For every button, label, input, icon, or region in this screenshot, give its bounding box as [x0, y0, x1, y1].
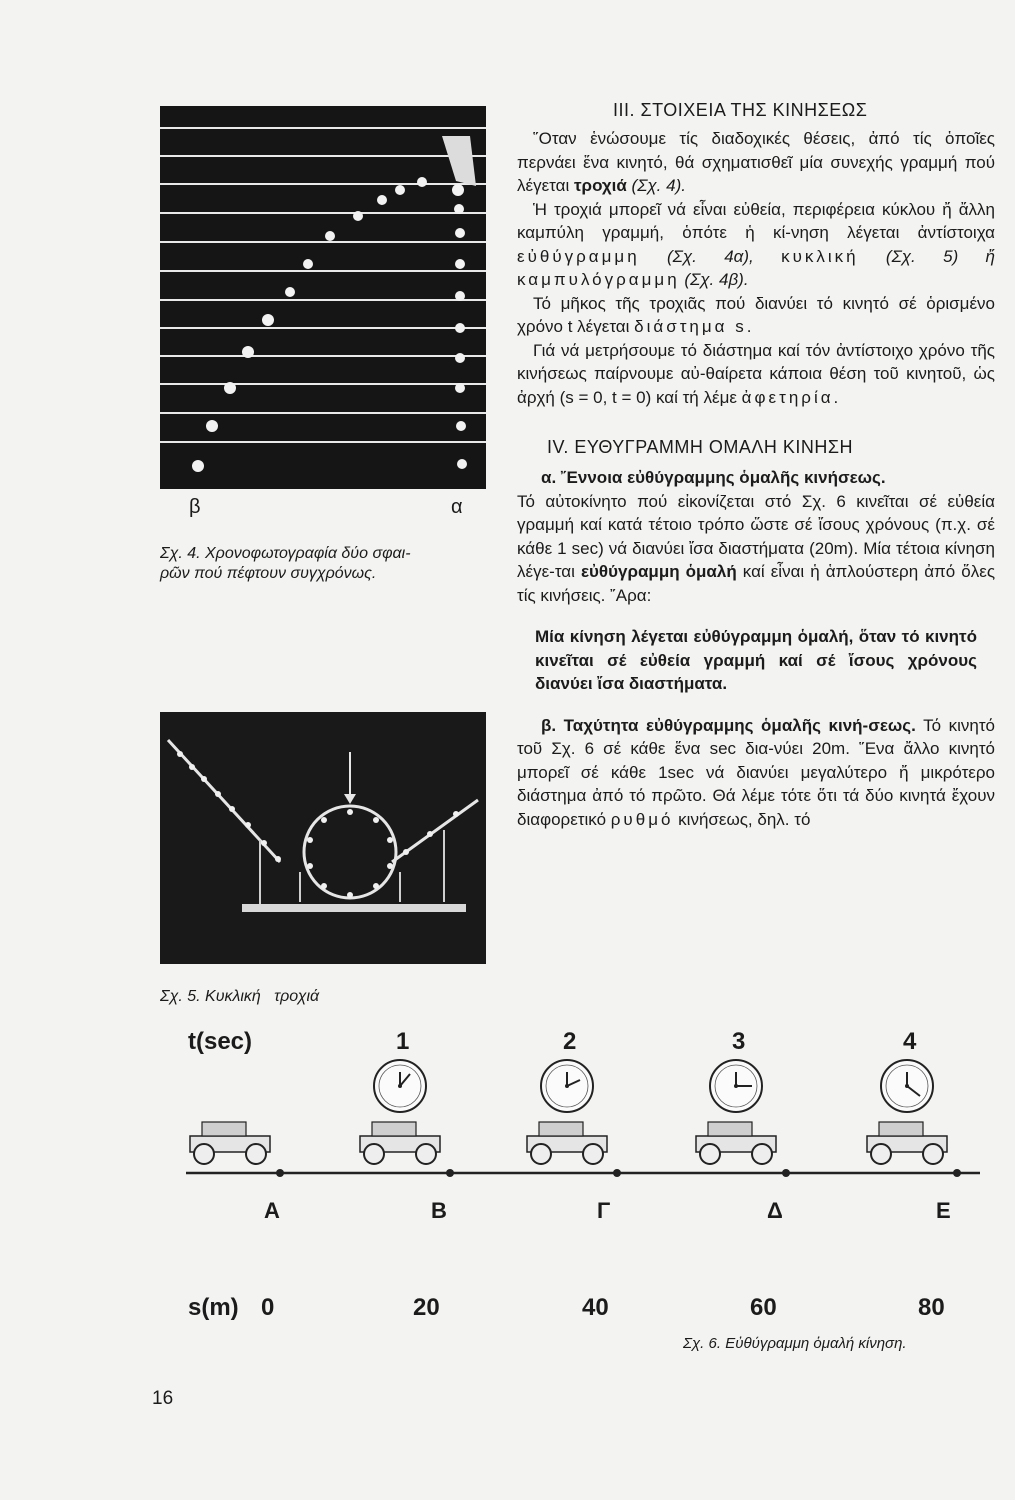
text-run: καί εἶναι ἡ ἁπλούστερη ἀπό ὅλες τίς κινήσεις. ῎Αρα: [517, 562, 996, 605]
point-label-d: Δ [767, 1198, 783, 1223]
definition-box: Μία κίνηση λέγεται εὐθύγραμμη ὁμαλή, ὅταν τό κινητό κινεῖται σέ εὐθεία γραμμή καί σέ ἴσους χρόνους διανύει ἴσα διαστήματα. [535, 627, 977, 693]
term-trajectory: τροχιά [573, 176, 627, 195]
figure-5-caption-word-1: Κυκλική [205, 988, 261, 1005]
term-origin: ἀφετηρία. [741, 387, 842, 407]
car-at-a [190, 1122, 270, 1164]
section-3-heading: ΙΙΙ. ΣΤΟΙΧΕΙΑ ΤΗΣ ΚΙΝΗΣΕΩΣ [613, 100, 868, 120]
figure-5-caption [160, 987, 460, 1007]
paragraph-distance [517, 292, 995, 339]
term-curvilinear: καμπυλόγραμμη [517, 270, 680, 289]
car-at-b [360, 1122, 440, 1164]
time-label-1: 1 [396, 1028, 410, 1055]
text-run: Ἡ τροχιά μπορεῖ νά εἶναι εὐθεία, περιφέρεια κύκλου ἤ ἄλλη καμπύλη γραμμή, ὁπότε ἡ κί-νηση λέγεται ἀντίστοιχα [517, 199, 995, 242]
figure-4-caption [160, 544, 490, 584]
ref-fig-5: (Σχ. 5) ἤ [858, 246, 995, 266]
distance-label-80: 80 [918, 1294, 945, 1321]
point-label-e: Ε [936, 1198, 951, 1223]
time-label-2: 2 [563, 1028, 577, 1055]
car-at-c [527, 1122, 607, 1164]
subheading-a: α. ῎Εννοια εὐθύγραμμης ὁμαλῆς κινήσεως. [541, 468, 886, 487]
distance-label-20: 20 [413, 1294, 440, 1321]
figure-5-caption-prefix: Σχ. 5. [160, 988, 201, 1005]
paragraph-speed [517, 714, 995, 832]
time-label-3: 3 [732, 1028, 746, 1055]
text-run: Τό κινητό τοῦ Σχ. 6 σέ κάθε ἕνα sec δια-νύει 20m. ῞Ενα ἄλλο κινητό μπορεῖ σέ κάθε 1sec νά διανύει μεγαλύτερο ἤ μικρότερο διάστημα ἀπό τό πρῶτο. Θά λέμε τότε ὅτι τά δύο κινητά ἔχουν διαφορετικό [517, 715, 995, 829]
ref-fig-4b: (Σχ. 4β). [679, 270, 749, 289]
point-label-a: Α [264, 1198, 280, 1223]
term-rectilinear: εὐθύγραμμη [517, 246, 640, 266]
term-circular: κυκλική [781, 246, 859, 266]
page-number: 16 [152, 1388, 174, 1409]
term-uniform-rectilinear: εὐθύγραμμη ὁμαλή [580, 562, 737, 581]
text-run: Γιά νά μετρήσουμε τό διάστημα καί τόν ἀντίστοιχο χρόνο τῆς κινήσεως παίρνουμε αὐ-θαίρετα κάποια θέση τοῦ κινητοῦ, ὡς ἀρχή (s = 0, t = 0) καί τή λέμε [517, 340, 995, 407]
point-label-c: Γ [597, 1198, 611, 1223]
text-column [517, 100, 995, 831]
section-4-body [517, 466, 995, 831]
section-3-body [517, 127, 995, 409]
term-distance: διάστημα s. [634, 317, 755, 336]
figure-4-photo [160, 106, 486, 489]
point-d-marker [782, 1169, 790, 1177]
distance-label-60: 60 [750, 1294, 777, 1321]
text-run: Τό μῆκος τῆς τροχιᾶς πού διανύει τό κινητό σέ ὁρισμένο χρόνο t λέγεται [517, 293, 995, 336]
figure-4-label-beta: β [189, 496, 201, 518]
time-axis-label: t(sec) [188, 1028, 253, 1055]
text-run: ῞Οταν ἑνώσουμε τίς διαδοχικές θέσεις, ἀπό τίς ὁποῖες περνάει ἕνα κινητό, θά σχηματισθεῖ μία συνεχής γραμμή πού λέγεται [517, 129, 995, 195]
paragraph-origin [517, 339, 995, 410]
figure-4-label-alpha: α [451, 496, 463, 518]
clock-1 [374, 1060, 426, 1112]
paragraph-trajectory [517, 127, 995, 198]
clock-4 [881, 1060, 933, 1112]
figure-6-caption: Σχ. 6. Εὐθύγραμμη ὁμαλή κίνηση. [683, 1335, 907, 1352]
distance-axis-label: s(m) [188, 1294, 239, 1321]
paragraph-types [517, 198, 995, 292]
term-rhythm: ρυθμό [610, 809, 674, 829]
point-e-marker [953, 1169, 961, 1177]
figure-4-caption-line-1: Σχ. 4. Χρονοφωτογραφία δύο σφαι- [160, 545, 411, 562]
time-label-4: 4 [903, 1028, 917, 1055]
point-b-marker [446, 1169, 454, 1177]
point-a-marker [276, 1169, 284, 1177]
car-at-d [696, 1122, 776, 1164]
motion-diagram [180, 1050, 1000, 1190]
figure-5-caption-word-2: τροχιά [274, 988, 320, 1005]
distance-label-0: 0 [261, 1294, 275, 1321]
paragraph-uniform-motion [517, 490, 995, 608]
clock-2 [541, 1060, 593, 1112]
clock-3 [710, 1060, 762, 1112]
point-c-marker [613, 1169, 621, 1177]
text-run: Τό αὐτοκίνητο πού εἰκονίζεται στό Σχ. 6 κινεῖται σέ εὐθεία γραμμή καί κατά τέτοιο τρόπο ὥστε σέ ἴσους χρόνους (π.χ. σέ κάθε 1 sec) νά διανύει ἴσα διαστήματα (20m). Μία τέτοια κίνηση λέγε-ται [517, 491, 995, 581]
figure-5-photo [160, 712, 486, 964]
subheading-b: β. Ταχύτητα εὐθύγραμμης ὁμαλῆς κινή-σεως. [541, 715, 916, 735]
point-label-b: Β [431, 1198, 447, 1223]
ref-fig-4: (Σχ. 4). [626, 176, 686, 195]
ref-fig-4a: (Σχ. 4α), [639, 246, 782, 266]
section-4-heading: IV. ΕΥΘΥΓΡΑΜΜΗ ΟΜΑΛΗ ΚΙΝΗΣΗ [547, 437, 854, 457]
text-run: κινήσεως, δηλ. τό [673, 809, 811, 829]
figure-4-caption-line-2: ρῶν πού πέφτουν συγχρόνως. [160, 565, 377, 582]
distance-label-40: 40 [582, 1294, 609, 1321]
car-at-e [867, 1122, 947, 1164]
